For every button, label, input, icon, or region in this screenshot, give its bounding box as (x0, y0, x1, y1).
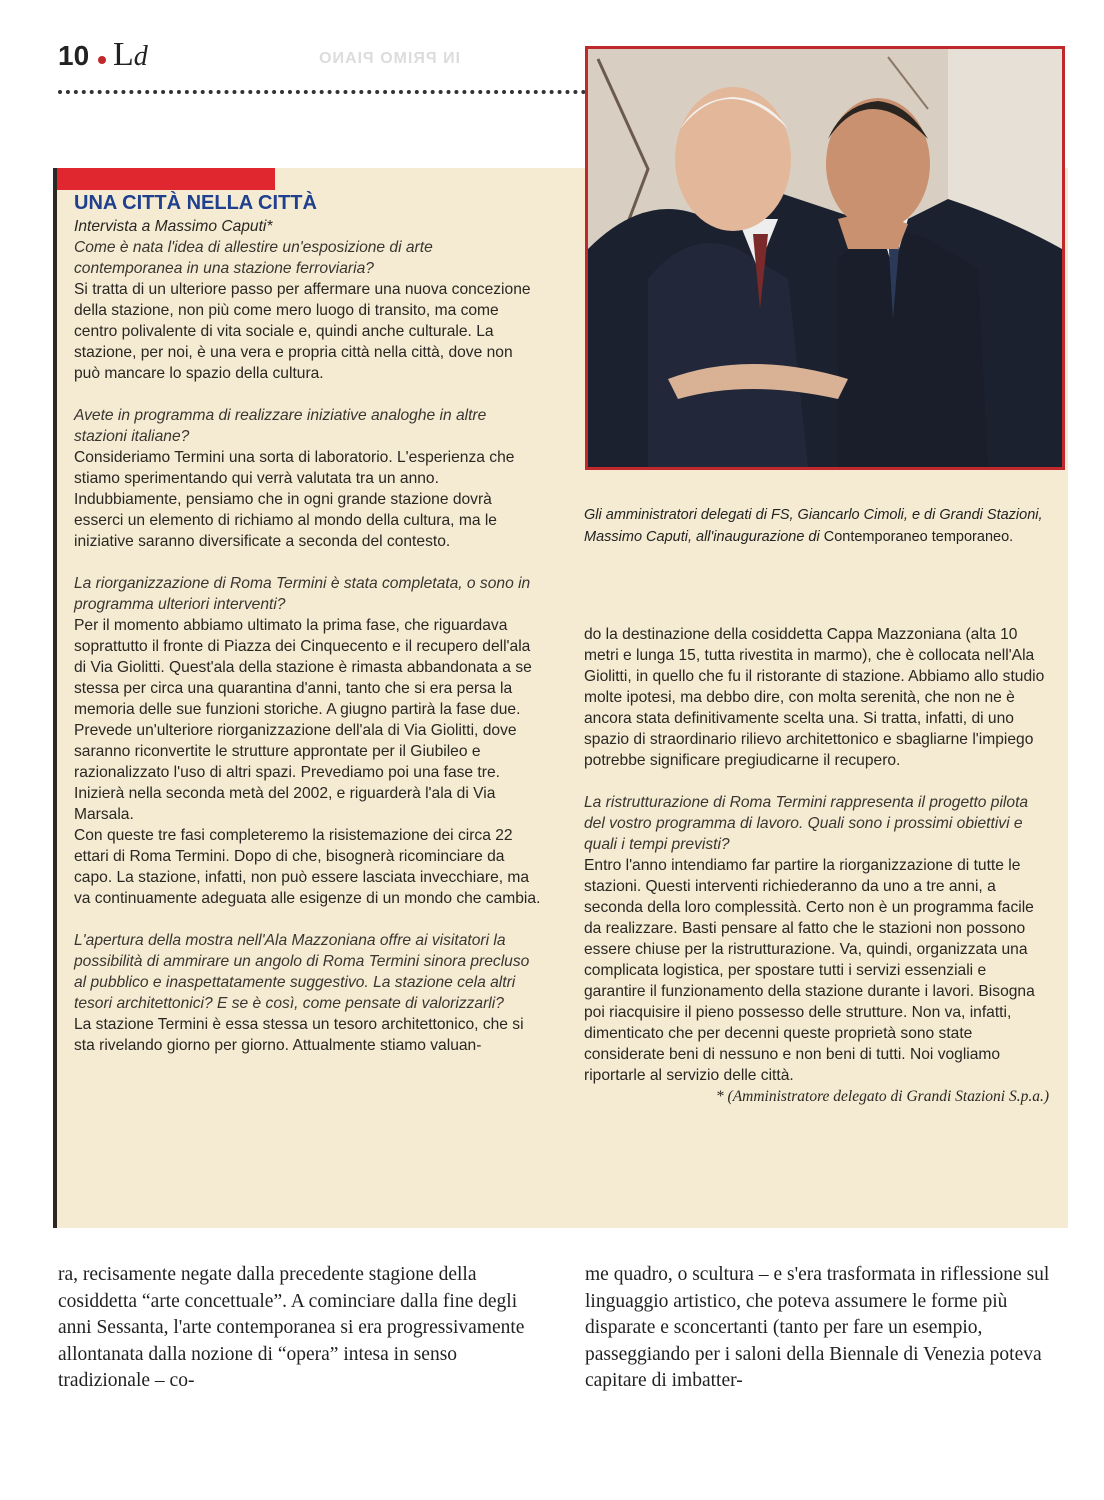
interview-box-border (53, 168, 57, 1228)
caption-italic: Gli amministratori delegati di FS, Giancarlo Cimoli, e di Grandi Stazioni, Massimo Caputi, all'inaugurazione di (584, 507, 1043, 545)
show-through-text: IN PRIMO PIANO (318, 50, 461, 67)
answer-paragraph: do la destinazione della cosiddetta Cappa Mazzoniana (alta 10 metri e lunga 15, tutta rivestita in marmo), che è collocata nell'Ala Giolitti, in quello che fu il ristorante di stazione. Abbiamo allo studio molte ipotesi, ma debbo dire, con molta serenità, che non ne è ancora stata definitivamente scelta una. Si tratta, infatti, di uno spazio di straordinario rilievo architettonico e sbagliarne l'impiego potrebbe significare pregiudicarne il recupero. (584, 626, 1045, 769)
interview-title: UNA CITTÀ NELLA CITTÀ (74, 192, 317, 214)
dotted-rule (58, 90, 586, 94)
caption-exhibition-title: Contemporaneo temporaneo. (823, 529, 1014, 545)
answer-paragraph: Si tratta di un ulteriore passo per affermare una nuova concezione della stazione, non più come mero luogo di transito, ma come centro polivalente di vita sociale e, quindi anche culturale. La stazione, per noi, è una vera e propria città nella città, dove non può mancare lo spazio della cultura. (74, 281, 531, 382)
photo-illustration (588, 49, 1062, 467)
question-paragraph: L'apertura della mostra nell'Ala Mazzoniana offre ai visitatori la possibilità di ammirare un angolo di Roma Termini sinora precluso al pubblico e inaspettatamente suggestivo. La stazione cela altri tesori architettonici? E se è così, come pensate di valorizzarli? (74, 932, 530, 1012)
photo-caption (584, 504, 1054, 548)
logo-main: L (113, 36, 134, 73)
footnote: * (Amministratore delegato di Grandi Stazioni S.p.a.) (715, 1088, 1049, 1105)
title-accent-bar (57, 168, 275, 190)
article-right-column (585, 1262, 1068, 1395)
interview-right-column (584, 624, 1049, 1107)
logo-small: d (133, 41, 148, 72)
answer-paragraph: Per il momento abbiamo ultimato la prima fase, che riguardava soprattutto il fronte di Piazza dei Cinquecento e il recupero dell'ala di Via Giolitti. Quest'ala della stazione è rimasta abbandonata a se stessa per circa una quarantina d'anni, tanto che si era persa la memoria delle sue funzioni storiche. A giugno partirà la fase due. Prevede un'ulteriore riorganizzazione dell'ala di Via Giolitti, dove saranno riconvertite le strutture approntate per il Giubileo e razionalizzato l'uso di altri spazi. Prevediamo poi una fase tre. Inizierà nella seconda metà del 2002, e riguarderà l'ala di Via Marsala. (74, 617, 532, 823)
question-paragraph: La riorganizzazione di Roma Termini è stata completata, o sono in programma ulteriori interventi? (74, 575, 531, 613)
answer-paragraph: Consideriamo Termini una sorta di laboratorio. L'esperienza che stiamo sperimentando qui verrà valutata tra un anno. Indubbiamente, pensiamo che in ogni grande stazione dovrà esserci un elemento di richiamo al mondo della cultura, ma le iniziative saranno diversificate a seconda del contesto. (74, 449, 515, 550)
magazine-logo (113, 36, 148, 74)
answer-paragraph: Con queste tre fasi completeremo la risistemazione dei circa 22 ettari di Roma Termini. Dopo di che, bisognerà ricominciare da capo. La stazione, infatti, non può essere lasciata invecchiare, ma va continuamente adeguata alle esigenze di un mondo che cambia. (74, 827, 541, 907)
answer-paragraph: La stazione Termini è essa stessa un tesoro architettonico, che si sta rivelando giorno per giorno. Attualmente stiamo valuan- (74, 1016, 524, 1054)
question-paragraph: Come è nata l'idea di allestire un'esposizione di arte contemporanea in una stazione ferroviaria? (74, 239, 433, 277)
interview-subtitle: Intervista a Massimo Caputi* (74, 218, 273, 235)
article-text: ra, recisamente negate dalla precedente stagione della cosiddetta “arte concettuale”. A cominciare dalla fine degli anni Sessanta, l'arte contemporanea si era progressivamente allontanata dalla nozione di “opera” intesa in senso tradizionale – co- (58, 1264, 525, 1391)
article-left-column (58, 1262, 542, 1395)
page-number: 10 (58, 40, 90, 71)
question-paragraph: Avete in programma di realizzare iniziative analoghe in altre stazioni italiane? (74, 407, 487, 445)
photo-executives (585, 46, 1065, 470)
bullet-dot (98, 56, 106, 64)
answer-paragraph: Entro l'anno intendiamo far partire la riorganizzazione di tutte le stazioni. Questi interventi richiederanno da uno a tre anni, a seconda della loro complessità. Certo non è un programma facile da realizzare. Basti pensare al fatto che le stazioni non possono essere chiuse per la ristrutturazione. Va, quindi, organizzata una complicata logistica, per spostare tutti i servizi essenziali e garantire il funzionamento della stazione durante i lavori. Bisogna poi riacquisire il pieno possesso delle strutture. Non va, infatti, dimenticato che per decenni queste proprietà sono state considerate beni di nessuno e non beni di tutti. Noi vogliamo riportarle al servizio delle città. (584, 857, 1035, 1084)
interview-left-column (74, 190, 542, 1056)
question-paragraph: La ristrutturazione di Roma Termini rappresenta il progetto pilota del vostro programma di lavoro. Quali sono i prossimi obiettivi e quali i tempi previsti? (584, 794, 1029, 853)
article-text: me quadro, o scultura – e s'era trasformata in riflessione sul linguaggio artistico, che poteva assumere le forme più disparate e sconcertanti (tanto per fare un esempio, passeggiando per i saloni della Biennale di Venezia poteva capitare di imbatter- (585, 1264, 1050, 1391)
